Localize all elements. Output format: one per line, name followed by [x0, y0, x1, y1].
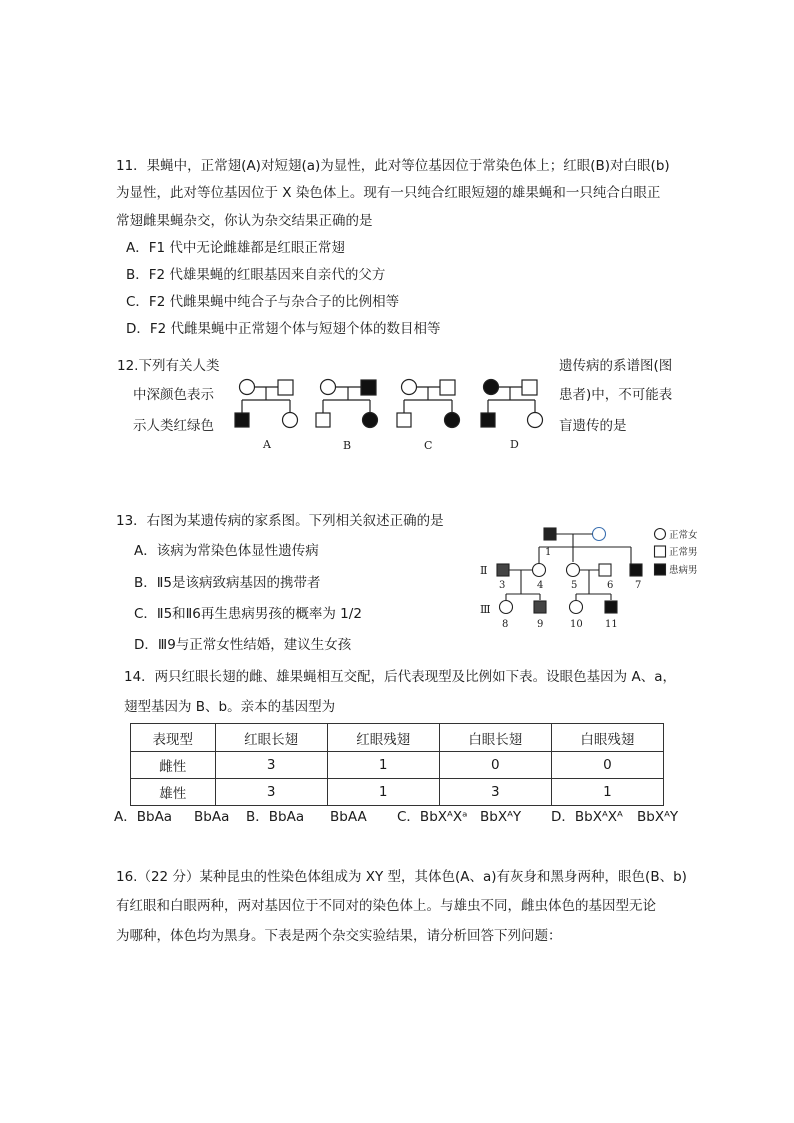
- q14-answer-a1: A．BbAa: [114, 809, 173, 825]
- pedigree-b: [316, 380, 378, 428]
- q12-left-line1: 12.下列有关人类: [117, 358, 220, 374]
- q14-answer-a2: BbAa: [194, 809, 230, 825]
- q13-stem: 13．右图为某遗传病的家系图。下列相关叙述正确的是: [116, 513, 444, 529]
- tree-num-1: 1: [545, 547, 552, 558]
- table-cell: 雄性: [131, 779, 216, 806]
- table-cell: 0: [439, 752, 551, 779]
- generation-2-label: Ⅱ: [480, 564, 488, 577]
- q11-stem-line1: 11．果蝇中，正常翅(A)对短翅(a)为显性，此对等位基因位于常染色体上；红眼(B)对白眼(b): [116, 158, 670, 174]
- table-cell: 3: [215, 752, 327, 779]
- pedigree-label-d: D: [510, 438, 519, 451]
- q14-answer-c2: BbXᴬY: [480, 809, 522, 825]
- table-header: 红眼长翅: [215, 724, 327, 752]
- q11-option-a: A．F1 代中无论雌雄都是红眼正常翅: [126, 240, 345, 256]
- q12-right-line2: 患者)中，不可能表: [559, 387, 673, 403]
- tree-num-7: 7: [635, 580, 642, 591]
- table-header: 白眼残翅: [551, 724, 663, 752]
- q16-stem-line1: 16.（22 分）某种昆虫的性染色体组成为 XY 型，其体色(A、a)有灰身和黑身两种，眼色(B、b): [116, 869, 687, 885]
- pedigree-c: [397, 380, 460, 428]
- table-header: 白眼长翅: [439, 724, 551, 752]
- q11-option-c: C．F2 代雌果蝇中纯合子与杂合子的比例相等: [126, 294, 400, 310]
- q14-answer-d2: BbXᴬY: [637, 809, 679, 825]
- table-cell: 1: [327, 752, 439, 779]
- q13-family-tree: [475, 520, 705, 635]
- pedigree-label-c: C: [424, 439, 433, 452]
- table-row: [131, 779, 664, 806]
- q12-left-line3: 示人类红绿色: [133, 418, 214, 434]
- q11-stem-line3: 常翅雌果蝇杂交，你认为杂交结果正确的是: [116, 213, 373, 229]
- q13-option-a: A．该病为常染色体显性遗传病: [134, 543, 319, 559]
- q14-answer-c1: C．BbXᴬXᵃ: [397, 809, 468, 825]
- legend-normal-female: 正常女: [669, 530, 698, 541]
- table-header: 红眼残翅: [327, 724, 439, 752]
- q14-table: [130, 723, 664, 806]
- table-cell: 1: [551, 779, 663, 806]
- tree-num-5: 5: [571, 580, 578, 591]
- q16-stem-line3: 为哪种，体色均为黑身。下表是两个杂交实验结果，请分析回答下列问题：: [116, 928, 562, 944]
- pedigree-label-b: B: [343, 439, 352, 452]
- tree-num-8: 8: [502, 619, 509, 630]
- table-cell: 1: [327, 779, 439, 806]
- table-cell: 雌性: [131, 752, 216, 779]
- pedigree-a: [235, 380, 298, 428]
- legend-affected-male: 患病男: [669, 565, 698, 576]
- tree-num-3: 3: [499, 580, 506, 591]
- q12-left-line2: 中深颜色表示: [133, 387, 214, 403]
- q14-stem-line1: 14．两只红眼长翅的雌、雄果蝇相互交配，后代表现型及比例如下表。设眼色基因为 A、a，: [124, 669, 676, 685]
- q12-right-line1: 遗传病的系谱图(图: [559, 358, 673, 374]
- q14-stem-line2: 翅型基因为 B、b。亲本的基因型为: [124, 699, 336, 715]
- q14-answer-d1: D．BbXᴬXᴬ: [551, 809, 623, 825]
- legend-normal-male: 正常男: [669, 547, 698, 558]
- table-header: 表现型: [131, 724, 216, 752]
- tree-num-4: 4: [537, 580, 544, 591]
- tree-num-10: 10: [570, 619, 583, 630]
- q13-option-d: D．Ⅲ9与正常女性结婚，建议生女孩: [134, 637, 352, 653]
- q11-stem-line2: 为显性，此对等位基因位于 X 染色体上。现有一只纯合红眼短翅的雄果蝇和一只纯合白眼正: [116, 185, 661, 201]
- table-cell: 3: [439, 779, 551, 806]
- tree-num-11: 11: [605, 619, 618, 630]
- generation-3-label: Ⅲ: [480, 603, 491, 616]
- q11-option-b: B．F2 代雄果蝇的红眼基因来自亲代的父方: [126, 267, 386, 283]
- tree-num-6: 6: [607, 580, 614, 591]
- q13-option-b: B．Ⅱ5是该病致病基因的携带者: [134, 575, 321, 591]
- pedigree-d: [481, 380, 543, 428]
- q14-answer-b2: BbAA: [330, 809, 367, 825]
- q12-pedigrees: [225, 370, 555, 455]
- q16-stem-line2: 有红眼和白眼两种，两对基因位于不同对的染色体上。与雄虫不同，雌虫体色的基因型无论: [116, 898, 656, 914]
- q11-option-d: D．F2 代雌果蝇中正常翅个体与短翅个体的数目相等: [126, 321, 441, 337]
- tree-num-9: 9: [537, 619, 544, 630]
- table-header-row: [131, 724, 664, 752]
- table-cell: 3: [215, 779, 327, 806]
- table-cell: 0: [551, 752, 663, 779]
- table-row: [131, 752, 664, 779]
- q14-answer-b1: B．BbAa: [246, 809, 305, 825]
- pedigree-label-a: A: [263, 438, 271, 451]
- q12-right-line3: 盲遗传的是: [559, 418, 627, 434]
- q13-option-c: C．Ⅱ5和Ⅱ6再生患病男孩的概率为 1/2: [134, 606, 362, 622]
